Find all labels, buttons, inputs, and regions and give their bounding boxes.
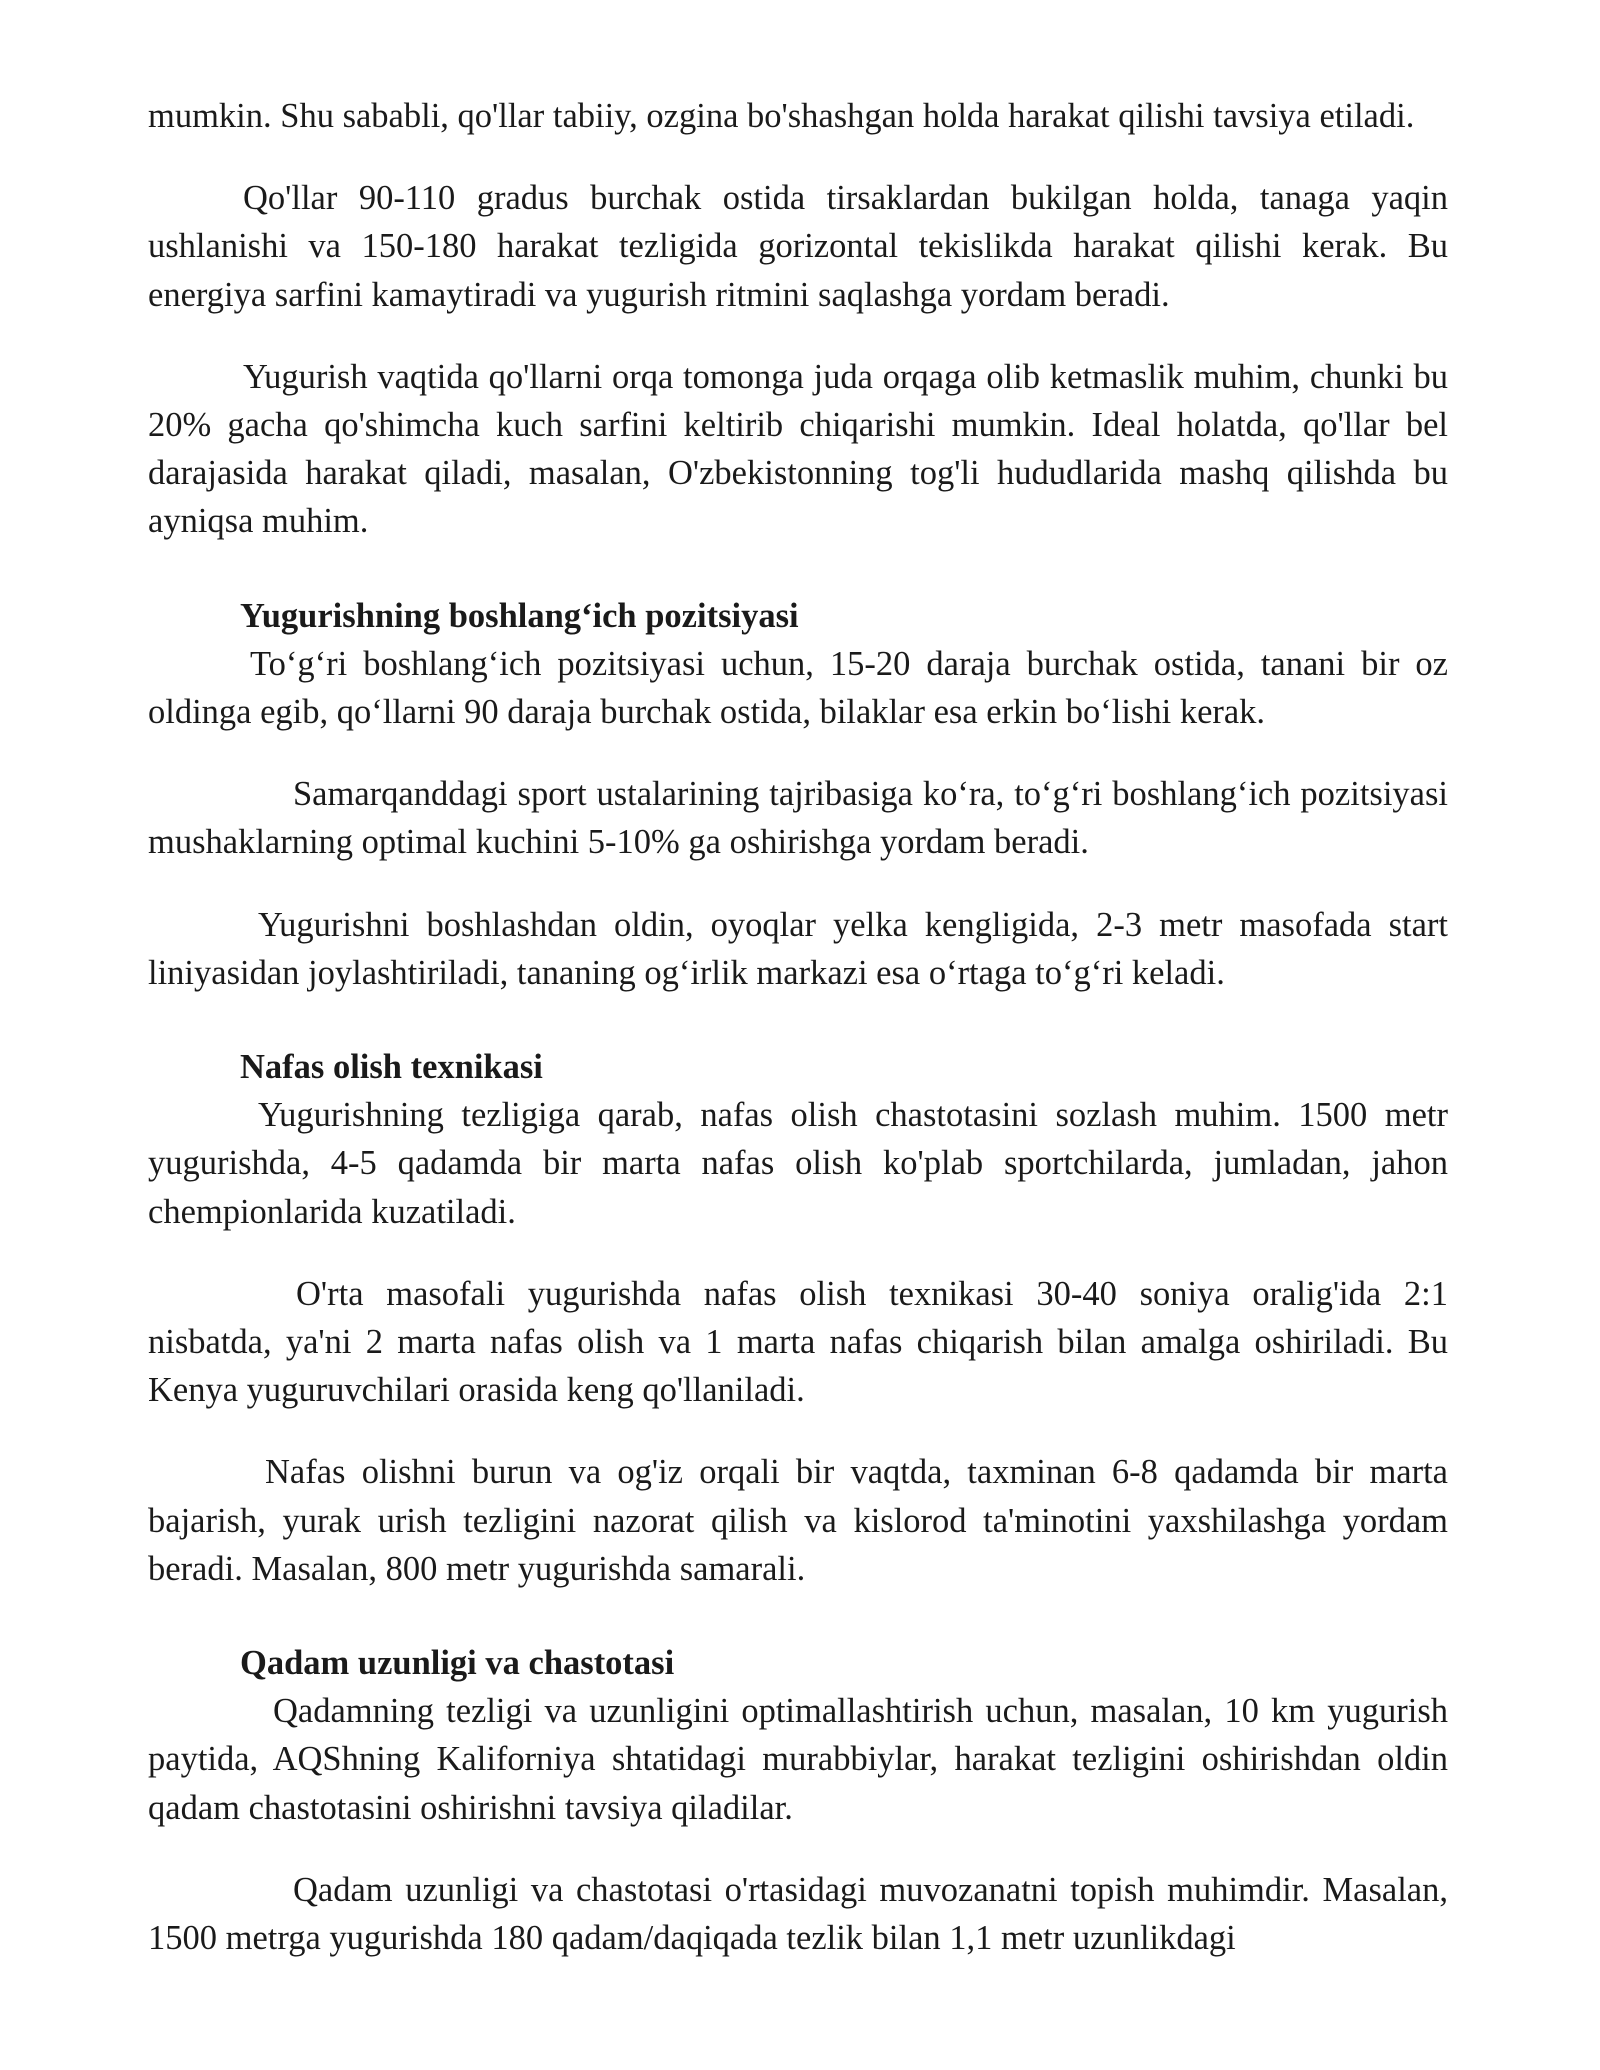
section-heading-breathing: Nafas olish texnikasi [240, 1048, 543, 1087]
document-page [148, 92, 1448, 1962]
paragraph-arm-relaxation: mumkin. Shu sababli, qo'llar tabiiy, ozgina bo'shashgan holda harakat qilishi tavsiya etiladi. [148, 97, 1415, 135]
paragraph-arm-backswing: Yugurish vaqtida qo'llarni orqa tomonga juda orqaga olib ketmaslik muhim, chunki bu 20% gacha qo'shimcha kuch sarfini keltirib chiqarishi mumkin. Ideal holatda, qo'llar bel darajasida harakat qiladi, masalan, O'zbekistonning tog'li hududlarida mashq qilishda bu ayniqsa muhim. [148, 357, 1448, 541]
paragraph-stride-frequency: Qadamning tezligi va uzunligini optimallashtirish uchun, masalan, 10 km yugurish paytida, AQShning Kaliforniya shtatidagi murabbiylar, harakat tezligini oshirishdan oldin qadam chastotasini oshirishni tavsiya qiladilar. [148, 1692, 1448, 1827]
paragraph-stride-balance: Qadam uzunligi va chastotasi o'rtasidagi muvozanatni topish muhimdir. Masalan, 1500 metrga yugurishda 180 qadam/daqiqada tezlik bilan 1,1 metr uzunlikdagi [148, 1870, 1448, 1958]
paragraph-samarkand-coaches: Samarqanddagi sport ustalarining tajribasiga ko‘ra, to‘g‘ri boshlang‘ich pozitsiyasi mushaklarning optimal kuchini 5-10% ga oshirishga yordam beradi. [148, 775, 1448, 862]
section-heading-stride: Qadam uzunligi va chastotasi [240, 1644, 675, 1683]
paragraph-breathing-rate: Yugurishning tezligiga qarab, nafas olish chastotasini sozlash muhim. 1500 metr yugurishda, 4-5 qadamda bir marta nafas olish ko'plab sportchilarda, jumladan, jahon chempionlarida kuzatiladi. [148, 1096, 1448, 1231]
paragraph-foot-placement: Yugurishni boshlashdan oldin, oyoqlar yelka kengligida, 2-3 metr masofada start liniyasidan joylashtiriladi, tananing og‘irlik markazi esa o‘rtaga to‘g‘ri keladi. [148, 905, 1448, 992]
paragraph-arm-angle: Qo'llar 90-110 gradus burchak ostida tirsaklardan bukilgan holda, tanaga yaqin ushlanishi va 150-180 harakat tezligida gorizontal tekislikda harakat qilishi kerak. Bu energiya sarfini kamaytiradi va yugurish ritmini saqlashga yordam beradi. [148, 179, 1448, 314]
paragraph-breathing-ratio: O'rta masofali yugurishda nafas olish texnikasi 30-40 soniya oralig'ida 2:1 nisbatda, ya'ni 2 marta nafas olish va 1 marta nafas chiqarish bilan amalga oshiriladi. Bu Kenya yuguruvchilari orasida keng qo'llaniladi. [148, 1274, 1448, 1410]
paragraph-starting-posture: To‘g‘ri boshlang‘ich pozitsiyasi uchun, 15-20 daraja burchak ostida, tanani bir oz oldinga egib, qo‘llarni 90 daraja burchak ostida, bilaklar esa erkin bo‘lishi kerak. [148, 644, 1448, 732]
section-heading-starting-position: Yugurishning boshlang‘ich pozitsiyasi [240, 596, 799, 635]
paragraph-nose-mouth-breathing: Nafas olishni burun va og'iz orqali bir vaqtda, taxminan 6-8 qadamda bir marta bajarish, yurak urish tezligini nazorat qilish va kislorod ta'minotini yaxshilashga yordam beradi. Masalan, 800 metr yugurishda samarali. [148, 1453, 1448, 1588]
